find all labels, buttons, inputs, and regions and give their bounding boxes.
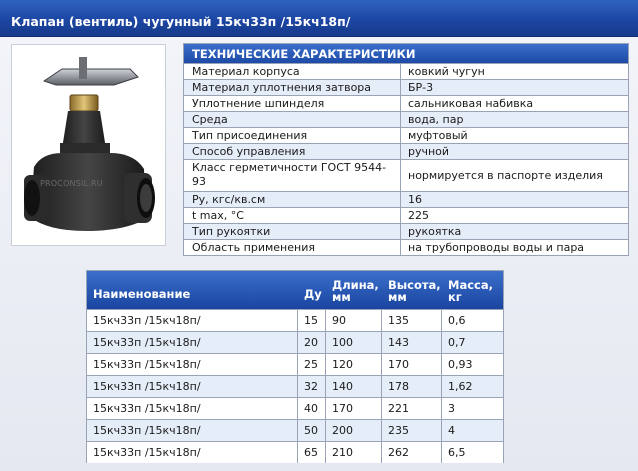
col-length-header-line1: Длина,: [332, 278, 379, 292]
cell-name: 15кч33п /15кч18п/: [87, 398, 298, 419]
cell-name: 15кч33п /15кч18п/: [87, 420, 298, 441]
col-name-header: Наименование: [93, 287, 191, 301]
page-title: Клапан (вентиль) чугунный 15кч33п /15кч18п/: [11, 14, 351, 29]
cell-name: 15кч33п /15кч18п/: [87, 376, 298, 397]
spec-row: [184, 239, 628, 255]
col-mass-header-line2: кг: [448, 290, 462, 304]
spec-value: вода, пар: [401, 112, 628, 127]
spec-table: [183, 43, 629, 256]
spec-key: Ру, кгс/кв.см: [184, 192, 401, 207]
cell-height: 135: [382, 310, 442, 331]
title-bar: [0, 0, 638, 37]
cell-height: 143: [382, 332, 442, 353]
cell-length: 120: [326, 354, 382, 375]
col-height-header-line1: Высота,: [388, 278, 441, 292]
cell-du: 20: [298, 332, 326, 353]
spec-row: [184, 159, 628, 191]
models-table-header: [87, 271, 503, 309]
spec-value: рукоятка: [401, 224, 628, 239]
cell-length: 100: [326, 332, 382, 353]
spec-key: Уплотнение шпинделя: [184, 96, 401, 111]
cell-height: 178: [382, 376, 442, 397]
spec-key: Область применения: [184, 240, 401, 255]
cell-height: 221: [382, 398, 442, 419]
table-row: [87, 397, 503, 419]
col-length-header: [326, 271, 382, 309]
spec-key: Класс герметичности ГОСТ 9544-93: [184, 160, 401, 191]
cell-mass: 0,7: [442, 332, 503, 353]
spec-value: сальниковая набивка: [401, 96, 628, 111]
cell-height: 170: [382, 354, 442, 375]
cell-mass: 4: [442, 420, 503, 441]
spec-key: t max, °С: [184, 208, 401, 223]
col-length-header-line2: мм: [332, 290, 351, 304]
table-row: [87, 375, 503, 397]
cell-du: 50: [298, 420, 326, 441]
table-row: [87, 353, 503, 375]
spec-row: [184, 63, 628, 79]
cell-length: 90: [326, 310, 382, 331]
spec-value: нормируется в паспорте изделия: [401, 160, 628, 191]
cell-length: 170: [326, 398, 382, 419]
spec-row: [184, 207, 628, 223]
col-mass-header-line1: Масса,: [448, 278, 493, 292]
cell-name: 15кч33п /15кч18п/: [87, 332, 298, 353]
cell-du: 32: [298, 376, 326, 397]
cell-mass: 0,93: [442, 354, 503, 375]
spec-row: [184, 111, 628, 127]
spec-value: ковкий чугун: [401, 64, 628, 79]
spec-value: на трубопроводы воды и пара: [401, 240, 628, 255]
spec-table-header: ТЕХНИЧЕСКИЕ ХАРАКТЕРИСТИКИ: [184, 44, 628, 63]
cell-du: 25: [298, 354, 326, 375]
models-table-body: [87, 309, 503, 463]
valve-image: [12, 45, 167, 247]
cell-height: 262: [382, 442, 442, 463]
cell-length: 140: [326, 376, 382, 397]
spec-value: 225: [401, 208, 628, 223]
cell-du: 65: [298, 442, 326, 463]
spec-row: [184, 223, 628, 239]
cell-name: 15кч33п /15кч18п/: [87, 354, 298, 375]
table-row: [87, 419, 503, 441]
spec-key: Тип рукоятки: [184, 224, 401, 239]
models-table: [86, 270, 504, 463]
cell-du: 40: [298, 398, 326, 419]
spec-key: Тип присоединения: [184, 128, 401, 143]
spec-value: 16: [401, 192, 628, 207]
cell-mass: 3: [442, 398, 503, 419]
spec-row: [184, 95, 628, 111]
spec-row: [184, 143, 628, 159]
cell-length: 210: [326, 442, 382, 463]
cell-mass: 6,5: [442, 442, 503, 463]
col-du-header: Ду: [304, 287, 322, 301]
spec-key: Материал корпуса: [184, 64, 401, 79]
watermark: PROCONSIL.RU: [40, 179, 103, 188]
spec-value: БР-3: [401, 80, 628, 95]
col-height-header: [382, 271, 442, 309]
spec-row: [184, 191, 628, 207]
spec-value: ручной: [401, 144, 628, 159]
table-row: [87, 441, 503, 463]
spec-value: муфтовый: [401, 128, 628, 143]
cell-du: 15: [298, 310, 326, 331]
cell-mass: 0,6: [442, 310, 503, 331]
spec-key: Материал уплотнения затвора: [184, 80, 401, 95]
cell-height: 235: [382, 420, 442, 441]
spec-key: Способ управления: [184, 144, 401, 159]
cell-name: 15кч33п /15кч18п/: [87, 442, 298, 463]
table-row: [87, 331, 503, 353]
spec-row: [184, 127, 628, 143]
spec-row: [184, 79, 628, 95]
cell-name: 15кч33п /15кч18п/: [87, 310, 298, 331]
cell-length: 200: [326, 420, 382, 441]
spec-key: Среда: [184, 112, 401, 127]
col-mass-header: [442, 271, 503, 309]
product-photo: [11, 44, 166, 246]
table-row: [87, 309, 503, 331]
col-height-header-line2: мм: [388, 290, 407, 304]
cell-mass: 1,62: [442, 376, 503, 397]
